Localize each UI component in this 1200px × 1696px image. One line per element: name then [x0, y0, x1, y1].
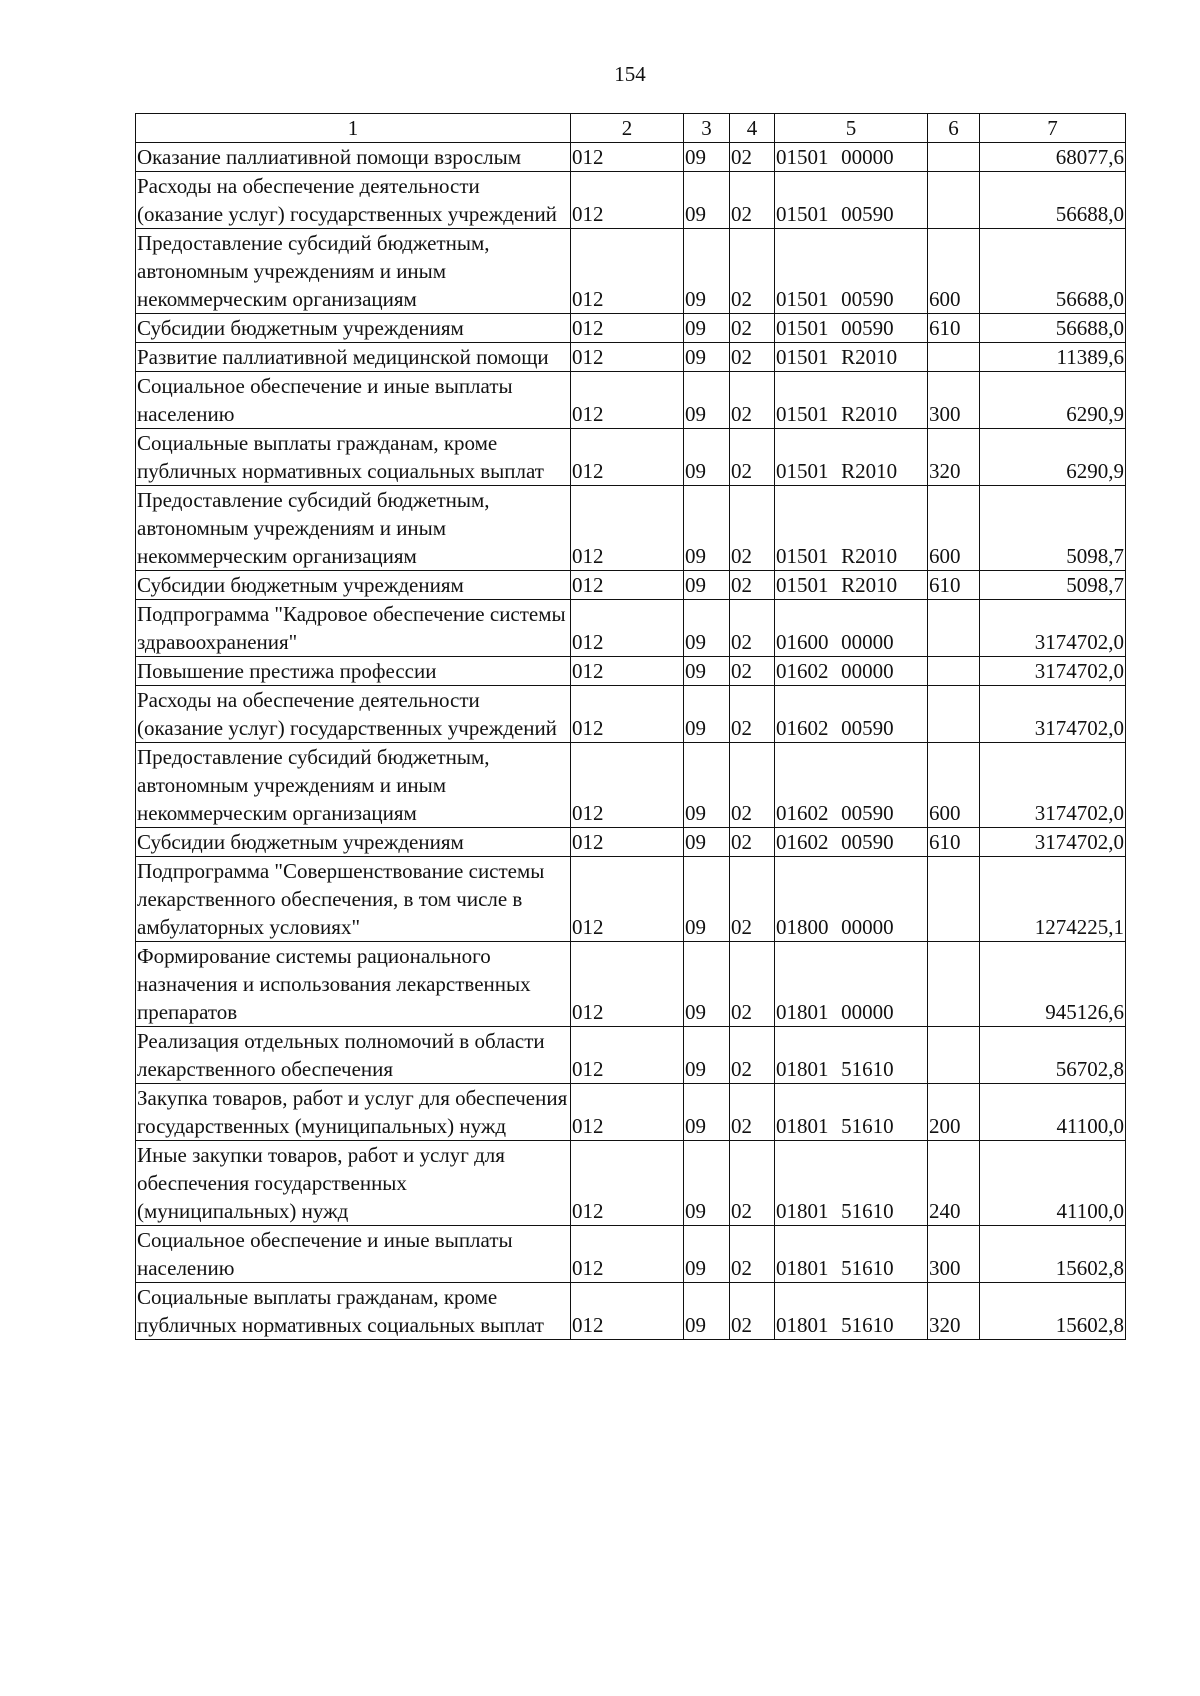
row-amount: 3174702,0 — [980, 600, 1126, 657]
row-section-code: 09 — [684, 657, 730, 686]
row-ministry-code: 012 — [571, 686, 684, 743]
header-col-3: 3 — [684, 114, 730, 143]
row-amount: 56688,0 — [980, 314, 1126, 343]
row-subsection-code: 02 — [730, 600, 775, 657]
row-section-code: 09 — [684, 429, 730, 486]
row-target-code: 01501 R2010 — [775, 343, 928, 372]
row-amount: 3174702,0 — [980, 657, 1126, 686]
row-target-code: 01801 00000 — [775, 942, 928, 1027]
row-amount: 41100,0 — [980, 1084, 1126, 1141]
row-expense-type: 200 — [928, 1084, 980, 1141]
row-expense-type: 240 — [928, 1141, 980, 1226]
row-subsection-code: 02 — [730, 429, 775, 486]
row-ministry-code: 012 — [571, 942, 684, 1027]
row-subsection-code: 02 — [730, 229, 775, 314]
row-expense-type — [928, 942, 980, 1027]
row-ministry-code: 012 — [571, 1226, 684, 1283]
row-name: Иные закупки товаров, работ и услуг для обеспечения государственных (муниципальных) нужд — [136, 1141, 571, 1226]
row-ministry-code: 012 — [571, 1084, 684, 1141]
table-row — [136, 828, 1126, 857]
row-ministry-code: 012 — [571, 429, 684, 486]
row-expense-type: 600 — [928, 743, 980, 828]
row-target-code: 01501 R2010 — [775, 486, 928, 571]
row-name: Подпрограмма "Кадровое обеспечение системы здравоохранения" — [136, 600, 571, 657]
row-section-code: 09 — [684, 1226, 730, 1283]
row-name: Формирование системы рационального назначения и использования лекарственных препаратов — [136, 942, 571, 1027]
row-expense-type: 610 — [928, 828, 980, 857]
row-section-code: 09 — [684, 143, 730, 172]
row-name: Развитие паллиативной медицинской помощи — [136, 343, 571, 372]
table-row — [136, 686, 1126, 743]
row-section-code: 09 — [684, 486, 730, 571]
table-row — [136, 229, 1126, 314]
row-expense-type — [928, 1027, 980, 1084]
row-name: Предоставление субсидий бюджетным, автономным учреждениям и иным некоммерческим организациям — [136, 743, 571, 828]
table-row — [136, 429, 1126, 486]
row-expense-type: 300 — [928, 372, 980, 429]
table-row — [136, 743, 1126, 828]
row-target-code: 01801 51610 — [775, 1084, 928, 1141]
row-expense-type: 300 — [928, 1226, 980, 1283]
table-body — [136, 143, 1126, 1340]
row-name: Социальное обеспечение и иные выплаты населению — [136, 372, 571, 429]
table-row — [136, 571, 1126, 600]
row-expense-type — [928, 143, 980, 172]
row-section-code: 09 — [684, 314, 730, 343]
row-subsection-code: 02 — [730, 1027, 775, 1084]
row-amount: 1274225,1 — [980, 857, 1126, 942]
header-col-6: 6 — [928, 114, 980, 143]
row-target-code: 01801 51610 — [775, 1226, 928, 1283]
row-section-code: 09 — [684, 229, 730, 314]
row-section-code: 09 — [684, 343, 730, 372]
row-ministry-code: 012 — [571, 857, 684, 942]
row-name: Расходы на обеспечение деятельности (оказание услуг) государственных учреждений — [136, 172, 571, 229]
table-row — [136, 857, 1126, 942]
row-target-code: 01501 00000 — [775, 143, 928, 172]
row-amount: 11389,6 — [980, 343, 1126, 372]
row-name: Повышение престижа профессии — [136, 657, 571, 686]
table-row — [136, 1141, 1126, 1226]
row-ministry-code: 012 — [571, 372, 684, 429]
header-row — [136, 114, 1126, 143]
row-expense-type: 600 — [928, 486, 980, 571]
table-row — [136, 1283, 1126, 1340]
row-name: Предоставление субсидий бюджетным, автономным учреждениям и иным некоммерческим организациям — [136, 486, 571, 571]
table-row — [136, 143, 1126, 172]
row-name: Закупка товаров, работ и услуг для обеспечения государственных (муниципальных) нужд — [136, 1084, 571, 1141]
row-amount: 56688,0 — [980, 229, 1126, 314]
row-subsection-code: 02 — [730, 942, 775, 1027]
row-subsection-code: 02 — [730, 1084, 775, 1141]
row-section-code: 09 — [684, 1283, 730, 1340]
row-ministry-code: 012 — [571, 657, 684, 686]
row-section-code: 09 — [684, 828, 730, 857]
row-amount: 945126,6 — [980, 942, 1126, 1027]
row-target-code: 01501 00590 — [775, 172, 928, 229]
row-name: Реализация отдельных полномочий в области лекарственного обеспечения — [136, 1027, 571, 1084]
row-ministry-code: 012 — [571, 143, 684, 172]
table-row — [136, 314, 1126, 343]
row-ministry-code: 012 — [571, 828, 684, 857]
row-ministry-code: 012 — [571, 571, 684, 600]
table-row — [136, 1027, 1126, 1084]
row-target-code: 01501 00590 — [775, 314, 928, 343]
row-section-code: 09 — [684, 1084, 730, 1141]
row-target-code: 01801 51610 — [775, 1141, 928, 1226]
row-name: Оказание паллиативной помощи взрослым — [136, 143, 571, 172]
row-amount: 6290,9 — [980, 429, 1126, 486]
row-subsection-code: 02 — [730, 857, 775, 942]
row-expense-type: 610 — [928, 314, 980, 343]
row-amount: 3174702,0 — [980, 743, 1126, 828]
row-amount: 5098,7 — [980, 571, 1126, 600]
row-target-code: 01501 R2010 — [775, 429, 928, 486]
row-subsection-code: 02 — [730, 686, 775, 743]
row-amount: 15602,8 — [980, 1226, 1126, 1283]
row-subsection-code: 02 — [730, 314, 775, 343]
row-ministry-code: 012 — [571, 229, 684, 314]
table-row — [136, 172, 1126, 229]
row-target-code: 01800 00000 — [775, 857, 928, 942]
table-row — [136, 600, 1126, 657]
row-amount: 6290,9 — [980, 372, 1126, 429]
row-subsection-code: 02 — [730, 657, 775, 686]
row-subsection-code: 02 — [730, 343, 775, 372]
budget-table — [135, 113, 1126, 1340]
row-expense-type — [928, 657, 980, 686]
row-amount: 3174702,0 — [980, 828, 1126, 857]
row-name: Субсидии бюджетным учреждениям — [136, 571, 571, 600]
row-subsection-code: 02 — [730, 172, 775, 229]
row-subsection-code: 02 — [730, 1226, 775, 1283]
row-ministry-code: 012 — [571, 743, 684, 828]
row-amount: 56688,0 — [980, 172, 1126, 229]
row-name: Социальное обеспечение и иные выплаты населению — [136, 1226, 571, 1283]
row-target-code: 01602 00590 — [775, 743, 928, 828]
row-expense-type: 320 — [928, 429, 980, 486]
table-row — [136, 486, 1126, 571]
row-subsection-code: 02 — [730, 1141, 775, 1226]
row-name: Подпрограмма "Совершенствование системы лекарственного обеспечения, в том числе в амбулаторных условиях" — [136, 857, 571, 942]
row-subsection-code: 02 — [730, 743, 775, 828]
row-section-code: 09 — [684, 600, 730, 657]
row-section-code: 09 — [684, 1027, 730, 1084]
row-expense-type — [928, 686, 980, 743]
row-section-code: 09 — [684, 172, 730, 229]
row-target-code: 01602 00590 — [775, 686, 928, 743]
row-amount: 68077,6 — [980, 143, 1126, 172]
row-ministry-code: 012 — [571, 1141, 684, 1226]
row-ministry-code: 012 — [571, 1283, 684, 1340]
row-name: Субсидии бюджетным учреждениям — [136, 314, 571, 343]
row-target-code: 01801 51610 — [775, 1027, 928, 1084]
row-amount: 56702,8 — [980, 1027, 1126, 1084]
row-section-code: 09 — [684, 686, 730, 743]
row-section-code: 09 — [684, 942, 730, 1027]
row-subsection-code: 02 — [730, 1283, 775, 1340]
row-subsection-code: 02 — [730, 571, 775, 600]
row-target-code: 01602 00000 — [775, 657, 928, 686]
table-row — [136, 343, 1126, 372]
row-expense-type — [928, 343, 980, 372]
page-number: 154 — [614, 62, 646, 86]
row-target-code: 01501 R2010 — [775, 571, 928, 600]
header-col-7: 7 — [980, 114, 1126, 143]
row-amount: 5098,7 — [980, 486, 1126, 571]
row-section-code: 09 — [684, 743, 730, 828]
row-section-code: 09 — [684, 571, 730, 600]
row-target-code: 01501 00590 — [775, 229, 928, 314]
row-ministry-code: 012 — [571, 1027, 684, 1084]
row-target-code: 01600 00000 — [775, 600, 928, 657]
row-name: Предоставление субсидий бюджетным, автономным учреждениям и иным некоммерческим организациям — [136, 229, 571, 314]
row-section-code: 09 — [684, 857, 730, 942]
row-name: Субсидии бюджетным учреждениям — [136, 828, 571, 857]
row-subsection-code: 02 — [730, 828, 775, 857]
row-name: Расходы на обеспечение деятельности (оказание услуг) государственных учреждений — [136, 686, 571, 743]
row-ministry-code: 012 — [571, 343, 684, 372]
row-subsection-code: 02 — [730, 372, 775, 429]
row-expense-type: 600 — [928, 229, 980, 314]
row-subsection-code: 02 — [730, 143, 775, 172]
row-subsection-code: 02 — [730, 486, 775, 571]
row-name: Социальные выплаты гражданам, кроме публичных нормативных социальных выплат — [136, 429, 571, 486]
row-expense-type: 320 — [928, 1283, 980, 1340]
row-expense-type — [928, 857, 980, 942]
table-row — [136, 1084, 1126, 1141]
table-row — [136, 942, 1126, 1027]
row-section-code: 09 — [684, 372, 730, 429]
table-row — [136, 372, 1126, 429]
row-target-code: 01602 00590 — [775, 828, 928, 857]
row-target-code: 01501 R2010 — [775, 372, 928, 429]
row-expense-type — [928, 172, 980, 229]
row-section-code: 09 — [684, 1141, 730, 1226]
header-col-5: 5 — [775, 114, 928, 143]
header-col-1: 1 — [136, 114, 571, 143]
row-amount: 3174702,0 — [980, 686, 1126, 743]
table-row — [136, 657, 1126, 686]
row-expense-type: 610 — [928, 571, 980, 600]
row-ministry-code: 012 — [571, 314, 684, 343]
row-ministry-code: 012 — [571, 172, 684, 229]
header-col-2: 2 — [571, 114, 684, 143]
row-amount: 41100,0 — [980, 1141, 1126, 1226]
row-name: Социальные выплаты гражданам, кроме публичных нормативных социальных выплат — [136, 1283, 571, 1340]
row-expense-type — [928, 600, 980, 657]
row-ministry-code: 012 — [571, 486, 684, 571]
row-ministry-code: 012 — [571, 600, 684, 657]
header-col-4: 4 — [730, 114, 775, 143]
row-amount: 15602,8 — [980, 1283, 1126, 1340]
row-target-code: 01801 51610 — [775, 1283, 928, 1340]
table-row — [136, 1226, 1126, 1283]
